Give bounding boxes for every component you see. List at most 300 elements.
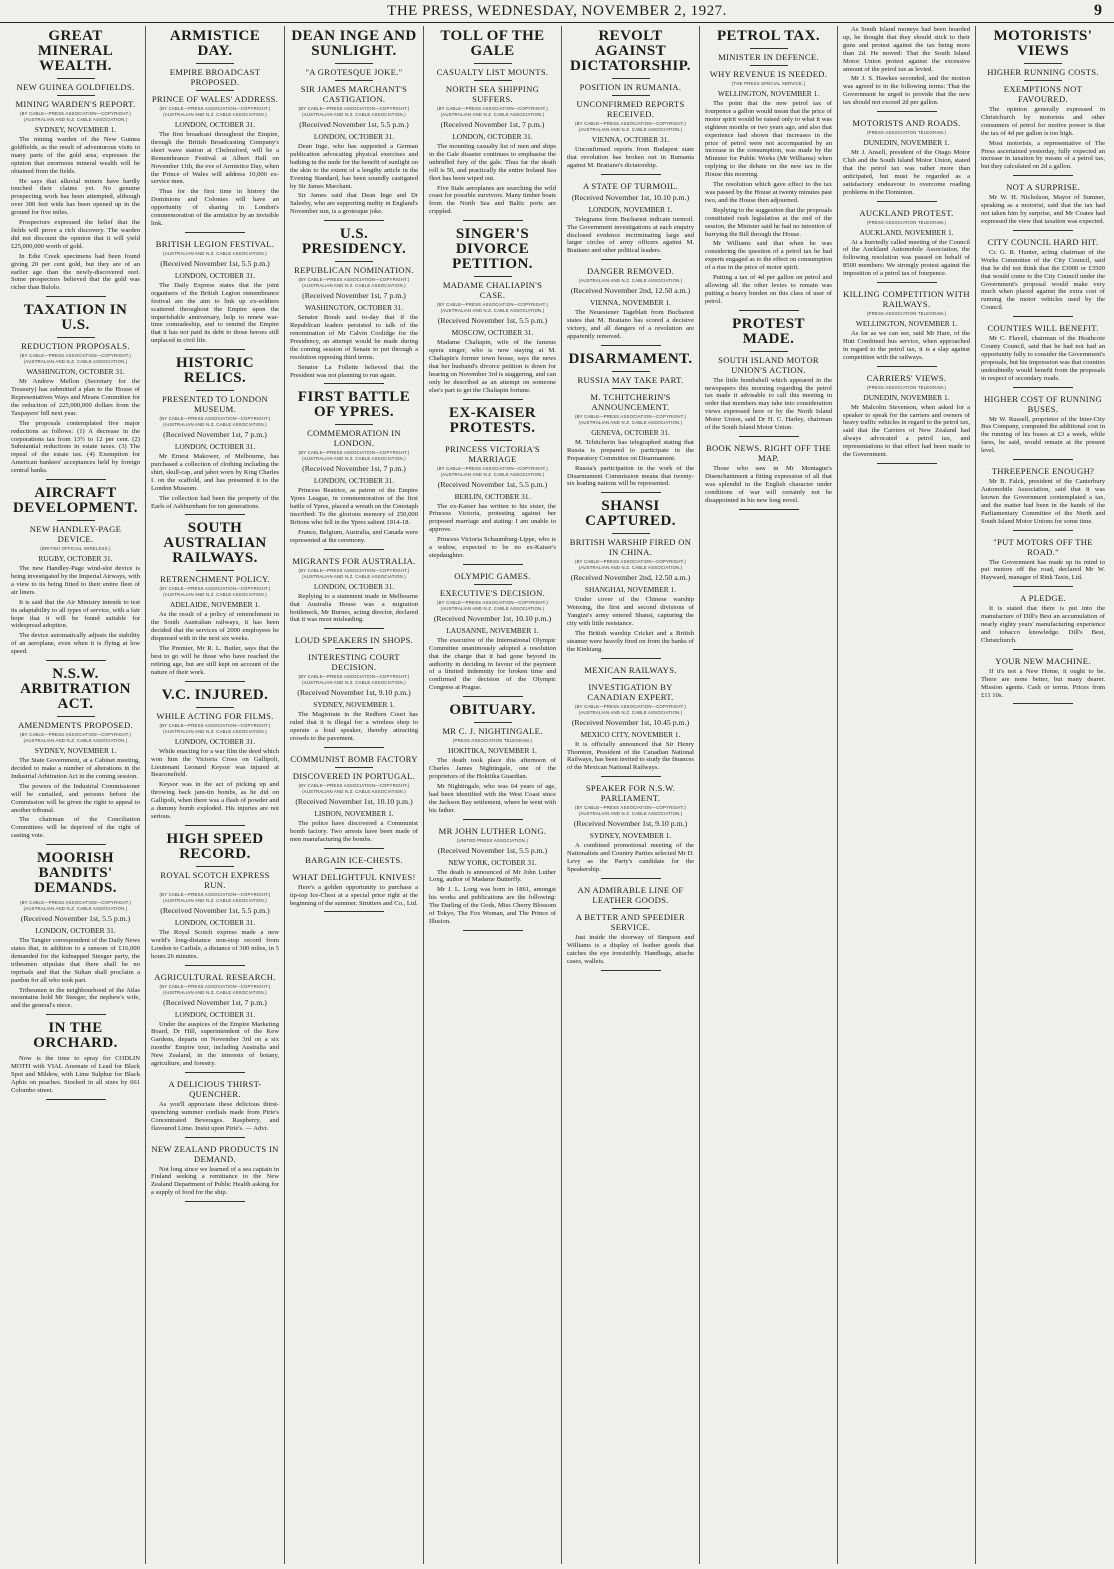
end-rule: [185, 1137, 245, 1138]
article-paragraph: The first broadcast throughout the Empire, through the British Broadcasting Company's short wave station at Chelmsford, will be a Remembrance Festival at Albert Hall on November 11th, the eve of Armistice Day, when the Prince of Wales will address 10,000 ex-service men.: [151, 131, 279, 186]
article-subhead: COMMEMORATION IN LONDON.: [307, 428, 401, 449]
article-paragraph: The police have discovered a Communist bomb factory. Two arrests have been made of men manufacturing the bombs.: [290, 820, 418, 843]
article: [981, 182, 1105, 231]
end-rule: [1013, 586, 1073, 587]
article-headline: SHANSI CAPTURED.: [585, 498, 676, 530]
end-rule: [463, 819, 523, 820]
end-rule: [185, 965, 245, 966]
article-subhead: AMENDMENTS PROPOSED.: [18, 720, 133, 731]
article: [11, 667, 140, 845]
end-rule: [877, 201, 937, 202]
end-rule: [877, 366, 937, 367]
end-rule: [877, 111, 937, 112]
end-rule: [46, 1014, 106, 1015]
article: [429, 571, 556, 697]
divider-rule: [335, 868, 373, 869]
end-rule: [46, 479, 106, 480]
article-paragraph: Mr Ernest Makower, of Melbourne, has purchased a collection of clothing including the shirt, skull-cap, and jabot worn by King Charles I. on the scaffold, and has presented it to the London Museum.: [151, 453, 279, 492]
end-rule: [324, 848, 384, 849]
received-time: (Received November 1st, 7 p.m.): [302, 464, 406, 474]
article: [290, 390, 418, 549]
received-time: (Received November 1st, 10.10 p.m.): [571, 192, 690, 202]
wire-credit: (BY CABLE—PRESS ASSOCIATION—COPYRIGHT.) (AUSTRALIAN AND N.Z. CABLE ASSOCIATION.): [298, 567, 410, 579]
article-subhead: MEXICAN RAILWAYS.: [584, 664, 677, 675]
article-paragraph: Most motorists, a representative of The Press ascertained yesterday, fully expected an increase in taxation by means of a petrol tax, but they calculated on 2d a gallon.: [981, 139, 1105, 171]
article: [290, 754, 418, 849]
article: [429, 406, 556, 565]
wire-credit: (BY CABLE—PRESS ASSOCIATION—COPYRIGHT.) (AUSTRALIAN AND N.Z. CABLE ASSOCIATION.): [574, 121, 687, 132]
article-paragraph: Mr W. H. Nicholson, Mayor of Sumner, speaking as a motorist, said that the tax had not taken him by surprise, and Mr Coates had expressed the view that taxation was expected.: [981, 194, 1105, 225]
article-paragraph: It is said that the Air Ministry intends to test its adaptability to all types of service, with a fair hope that it will be found suitable for widespread adoption.: [11, 598, 140, 630]
wire-credit: (BY CABLE—PRESS ASSOCIATION—COPYRIGHT.) (AUSTRALIAN AND N.Z. CABLE ASSOCIATION.): [298, 450, 410, 462]
article: [705, 443, 832, 510]
article-paragraph: Senator La Follette believed that the President was not planning to run again.: [290, 363, 418, 379]
article-headline: SINGER'S DIVORCE PETITION.: [452, 226, 533, 273]
article-headline: AIRCRAFT DEVELOPMENT.: [13, 485, 138, 517]
article-paragraph: As far as we can see, said Mr Hare, of the Hutt Combined bus service, when approached in regard to the petrol tax, it is a slap against competition with the railways.: [843, 330, 970, 361]
end-rule: [601, 345, 661, 346]
wire-credit: (BY CABLE—PRESS ASSOCIATION—COPYRIGHT.) (AUSTRALIAN AND N.Z. CABLE ASSOCIATION.): [298, 783, 410, 794]
dateline: MOSCOW, OCTOBER 31.: [451, 328, 534, 338]
article-paragraph: While enacting for a war film the deed which won him the Victoria Cross on Gallipoli, Lieutenant Leonard Keysor was injured at Beaconsfield.: [151, 747, 279, 779]
divider-rule: [335, 261, 373, 262]
article-subhead: REDUCTION PROPOSALS.: [21, 341, 130, 352]
received-time: (Received November 1st, 7 p.m.): [163, 430, 267, 440]
divider-rule: [474, 80, 512, 81]
article-subhead: LOUD SPEAKERS IN SHOPS.: [294, 635, 414, 646]
article-subhead: NEW ZEALAND PRODUCTS IN DEMAND.: [151, 1143, 279, 1164]
article-paragraph: Mr C. Flavell, chairman of the Heathcote County Council, said that he had not had an opportunity fully to consider the Government's proposals, but his impression was that counties undoubtedly would benefit from the proposals in respect of secondary roads.: [981, 335, 1105, 382]
end-rule: [1013, 530, 1073, 531]
article-paragraph: The Premier, Mr R. L. Butler, says that the best to go will be those who have reached the retiring age, but are still kept on account of the nature of their work.: [151, 645, 279, 676]
dateline: LONDON, OCTOBER 31.: [174, 917, 256, 927]
wire-credit: (BY CABLE—PRESS ASSOCIATION—COPYRIGHT.) (AUSTRALIAN AND N.Z. CABLE ASSOCIATION.): [19, 353, 132, 365]
dateline: BERLIN, OCTOBER 31.: [454, 491, 531, 501]
received-time: (Received November 1st, 7 p.m.): [302, 291, 406, 301]
end-rule: [739, 310, 799, 311]
divider-rule: [612, 78, 650, 79]
wire-credit: (PRESS ASSOCIATION TELEGRAM.): [866, 130, 947, 136]
article: [11, 486, 140, 661]
divider-rule: [474, 722, 512, 723]
article: [981, 394, 1105, 461]
article-paragraph: The British warship Cricket and a British steamer were heavily fired on from the banks of the Kinkiang.: [567, 629, 694, 653]
article: [705, 29, 832, 311]
dateline: LONDON, OCTOBER 31.: [313, 581, 395, 591]
article: [705, 317, 832, 437]
wire-credit: (BY CABLE—PRESS ASSOCIATION—COPYRIGHT.) (AUSTRALIAN AND N.Z. CABLE ASSOCIATION.): [436, 106, 549, 117]
article-subhead: CARRIERS' VIEWS.: [866, 372, 947, 383]
divider-rule: [57, 337, 95, 338]
article: [290, 635, 418, 748]
article: [429, 29, 556, 221]
received-time: (Received November 1st, 7 p.m.): [440, 120, 545, 129]
article-paragraph: Senator Borah said to-day that if the Republican leaders persisted to talk of the renomination of Mr Calvin Coolidge for the Presidency, an attempt would be made during the coming session of Senate to put through a resolution opposing third terms.: [290, 314, 418, 361]
article-subhead: HIGHER RUNNING COSTS.: [987, 67, 1099, 77]
article-subhead: OLYMPIC GAMES.: [454, 570, 531, 581]
article-paragraph: Mr Andrew Mellon (Secretary for the Treasury) has submitted a plan to the House of Representatives Ways and Means Committee for the reduction of 225,000,000 dollars from the Taxpayers' bill next year.: [11, 378, 140, 417]
divider-rule: [750, 65, 788, 66]
end-rule: [324, 628, 384, 629]
end-rule: [739, 509, 799, 510]
article-headline: MOORISH BANDITS' DEMANDS.: [34, 850, 117, 897]
article: [843, 289, 970, 367]
received-time: (Received November 1st, 10.45 p.m.): [571, 717, 690, 727]
article-subhead: NOT A SURPRISE.: [1006, 182, 1080, 193]
article: [290, 29, 418, 221]
article-subhead: EXECUTIVE'S DECISION.: [439, 587, 546, 598]
wire-credit: (BY CABLE—PRESS ASSOCIATION—COPYRIGHT.) (AUSTRALIAN AND N.Z. CABLE ASSOCIATION.): [574, 559, 687, 571]
divider-rule: [1024, 80, 1062, 81]
wire-credit: (PRESS ASSOCIATION TELEGRAM.): [866, 219, 947, 225]
article-paragraph: Just inside the doorway of Simpson and Williams is a display of leather goods that catches the eye irresistibly. Handbags, attache cases, wallets.: [567, 933, 694, 965]
article-paragraph: Russia's participation in the work of the Disarmament Commission means that twenty-six leading nations will be represented.: [567, 464, 694, 488]
received-time: (Received November 1st, 5.5 p.m.): [20, 914, 131, 924]
article: [151, 688, 279, 826]
article-subhead: CITY COUNCIL HARD HIT.: [987, 236, 1099, 247]
article-headline: TOLL OF THE GALE: [440, 28, 545, 59]
article-paragraph: The executive of the International Olympic Committee unanimously adopted a resolution that the charge that it had gone beyond its authority in deciding in favour of the payment of a limited indemnity for broken time and confirmed the decision of the Olympic Congress at Prague.: [429, 636, 556, 692]
article-headline: IN THE ORCHARD.: [33, 1020, 118, 1052]
wire-credit: (BY CABLE—PRESS ASSOCIATION—COPYRIGHT.) (AUSTRALIAN AND N.Z. CABLE ASSOCIATION.): [298, 106, 410, 117]
article: [843, 118, 970, 201]
article-paragraph: Replying to a statement made in Melbourne that Australia House was a migration bottleneck, Mr Burnes, acting director, declared that it was most misleading.: [290, 592, 418, 624]
article-subhead: PRINCE OF WALES' ADDRESS.: [151, 94, 279, 104]
wire-credit: (BY CABLE—PRESS ASSOCIATION—COPYRIGHT.) (AUSTRALIAN AND N.Z. CABLE ASSOCIATION.): [574, 805, 687, 817]
article-paragraph: If it's not a New Home, it ought to be. There are none better, but many dearer. Mission agents. Cash or terms. Prices from £11 10s.: [981, 667, 1105, 699]
article-paragraph: The mining warden of the New Guinea goldfields, as the result of adventurous visits to many parts of the gold area, expresses the opinion that enormous mineral wealth will be obtained from the fields.: [11, 136, 140, 175]
article-paragraph: The Daily Express states that the joint organisers of the British Legion remembrance festival are the aim to link up ex-soldiers scattered throughout the Empire upon the imperishable anniversary, help to renew war-time comradeship, and to remind the Empire that it has not paid its debt to those heroes still unplaced in civil life.: [151, 281, 279, 345]
wire-credit: (BY CABLE—PRESS ASSOCIATION—COPYRIGHT.) (AUSTRALIAN AND N.Z. CABLE ASSOCIATION.): [159, 891, 271, 903]
wire-credit: (BY CABLE—PRESS ASSOCIATION—COPYRIGHT.) (AUSTRALIAN AND N.Z. CABLE ASSOCIATION.): [436, 599, 549, 611]
article-paragraph: Mr J. L. Long was born in 1861, amongst his works and publications are the following: The Darling of the Gods, Miss Cherry Blossom of Tokyo, The Fox Woman, and The Prince of Illusion.: [429, 886, 556, 925]
received-time: (Received November 1st, 9.10 p.m.): [297, 688, 411, 698]
article-subhead: UNCONFIRMED REPORTS RECEIVED.: [576, 99, 685, 119]
end-rule: [185, 1201, 245, 1202]
article: [567, 266, 694, 346]
column-3: [284, 26, 423, 1564]
article-headline: HISTORIC RELICS.: [176, 355, 254, 387]
article: [429, 703, 556, 819]
article-subhead: M. TCHITCHERIN'S ANNOUNCEMENT.: [590, 391, 671, 412]
article-subhead: AN ADMIRABLE LINE OF LEATHER GOODS.: [577, 884, 684, 905]
article: [981, 466, 1105, 530]
dateline: RUGBY, OCTOBER 31.: [38, 554, 113, 564]
article-paragraph: As South Island moneys had been hoarded up, he thought that they should stick to their guns and protest against the tax being more than 2d. He moved: That the South Island Motor Union protest against the excessive amount of the petrol tax as levied.: [843, 26, 970, 73]
masthead: [0, 0, 1114, 23]
end-rule: [46, 844, 106, 845]
article-paragraph: The device automatically adjusts the stability of an aeroplane, even when it is flying at low speed.: [11, 632, 140, 656]
article-headline: GREAT MINERAL WEALTH.: [37, 28, 114, 74]
article-paragraph: Five Stale aeroplanes are searching the wild coast for possible survivors. Many timber boats from the North Sea and Baltic ports are crippled.: [429, 184, 556, 216]
column-5: [561, 26, 699, 1564]
wire-credit: (BY CABLE—PRESS ASSOCIATION—COPYRIGHT.) (AUSTRALIAN AND N.Z. CABLE ASSOCIATION.): [19, 732, 132, 744]
divider-rule: [57, 78, 95, 79]
end-rule: [324, 747, 384, 748]
article-subhead: A PLEDGE.: [1020, 593, 1066, 604]
article: [843, 373, 970, 464]
article-paragraph: The proposals contemplated five major reductions as follows: (1) A decrease in the corporations tax from 13½ to 12 per cent. (2) Substantial reductions in estate taxes. (3) The repeal of the estate tax. (4) Exemption for American bankers' acceptances held by foreign central banks.: [11, 419, 140, 475]
divider-rule: [335, 63, 373, 64]
received-time: (Received November 1st, 5.5 p.m.): [299, 120, 409, 129]
dateline: SYDNEY, NOVEMBER 1.: [34, 125, 117, 134]
divider-rule: [196, 90, 234, 91]
article: [151, 521, 279, 681]
wire-credit: (BY CABLE—PRESS ASSOCIATION—COPYRIGHT.) (AUSTRALIAN AND N.Z. CABLE ASSOCIATION.): [298, 277, 410, 289]
wire-credit: (BY CABLE—PRESS ASSOCIATION—COPYRIGHT.) (AUSTRALIAN AND N.Z. CABLE ASSOCIATION.): [159, 586, 271, 598]
end-rule: [1013, 230, 1073, 231]
article-subhead: NEW HANDLEY-PAGE DEVICE.: [29, 524, 122, 545]
article-paragraph: Prospectors expressed the belief that the fields will prove a rich discovery. The warden did not discount the opinion that it will yield £25,000,000 worth of gold.: [11, 219, 140, 250]
dateline: MEXICO CITY, NOVEMBER 1.: [580, 729, 681, 739]
divider-rule: [57, 520, 95, 521]
article: [290, 227, 418, 384]
article-subhead: MINISTER IN DEFENCE.: [718, 52, 819, 62]
columns-container: [6, 26, 1110, 1564]
dateline: VIENNA, OCTOBER 31.: [591, 135, 670, 144]
wire-credit: (PRESS ASSOCIATION TELEGRAM.): [866, 384, 947, 390]
column-7: [837, 26, 975, 1564]
end-rule: [185, 232, 245, 233]
article: [843, 208, 970, 284]
divider-rule: [196, 390, 234, 391]
column-1: [6, 26, 145, 1564]
article-paragraph: Princess Beatrice, as patron of the Empire Ypres League, in commemoration of the first battle of Ypres, placed a wreath on the Cenotaph inscribed: To the glorious memory of 250,000 Britons who fell in the Ypres salient 1914-18.: [290, 487, 418, 527]
article-paragraph: Mr Williams said that when he was considering the question of a petrol tax he had experts engaged as to the effect on consumption of a rise in the price of motor spirit.: [705, 240, 832, 272]
article-subhead: THREEPENCE ENOUGH?: [991, 466, 1095, 477]
article-paragraph: The new Handley-Page wind-slot device is being investigated by the Imperial Airways, with a view to its being fitted to their entire fleet of air liners.: [11, 565, 140, 596]
article-paragraph: In Edie Creek specimens had been found giving 20 per cent gold, but they are of an earlier age than the newly-discovered reef. Some prospectors believed that the gold was richer than Bulolo.: [11, 252, 140, 292]
article: [151, 29, 279, 233]
end-rule: [463, 696, 523, 697]
dateline: SYDNEY, NOVEMBER 1.: [313, 700, 395, 710]
end-rule: [601, 878, 661, 879]
article-headline: OBITUARY.: [449, 702, 536, 719]
end-rule: [185, 1072, 245, 1073]
dateline: LAUSANNE, NOVEMBER 1.: [446, 625, 539, 635]
dateline: LONDON, OCTOBER 31.: [313, 132, 395, 141]
end-rule: [463, 399, 523, 400]
dateline: NEW YORK, OCTOBER 31.: [448, 857, 537, 867]
dateline: VIENNA, NOVEMBER 1.: [590, 298, 671, 308]
wire-credit: (BY CABLE—PRESS ASSOCIATION—COPYRIGHT.) (AUSTRALIAN AND N.Z. CABLE ASSOCIATION.): [19, 111, 132, 122]
divider-rule: [474, 584, 512, 585]
end-rule: [601, 259, 661, 260]
received-time: (Received November 1st, 5.5 p.m.): [437, 479, 548, 489]
dateline: LONDON, OCTOBER 31.: [174, 120, 256, 129]
article-paragraph: As the result of a policy of retrenchment in the South Australian railways, it has been decided that the services of 2000 employees be dispensed with in the next six weeks.: [151, 611, 279, 643]
article-headline: ARMISTICE DAY.: [169, 28, 261, 59]
wire-credit: (BY CABLE—PRESS ASSOCIATION—COPYRIGHT.) (AUSTRALIAN AND N.Z. CABLE ASSOCIATION.): [574, 413, 687, 425]
article: [151, 1079, 279, 1138]
article: [567, 783, 694, 879]
dateline: GENEVA, OCTOBER 31.: [591, 427, 670, 437]
end-rule: [46, 296, 106, 297]
dateline: LONDON, OCTOBER 31.: [313, 476, 395, 486]
dateline: SYDNEY, NOVEMBER 1.: [589, 831, 672, 841]
article-subhead: INTERESTING COURT DECISION.: [308, 652, 400, 673]
article-subhead: AGRICULTURAL RESEARCH.: [154, 971, 276, 982]
article: [151, 832, 279, 966]
end-rule: [739, 436, 799, 437]
article-subhead: BRITISH WARSHIP FIRED ON IN CHINA.: [569, 537, 692, 558]
end-rule: [185, 681, 245, 682]
article-paragraph: Not long since we learned of a sea captain in Finland seeking a remittance to the New Zealand Department of Public Health asking for a supply of food for the ship.: [151, 1165, 279, 1197]
article-paragraph: France, Belgium, Australia, and Canada were represented at the ceremony.: [290, 528, 418, 544]
article: [429, 227, 556, 399]
article-paragraph: Keysor was in the act of picking up and throwing back jam-tin bombs, as he did on Gallipoli, when there was a flash of powder and a dummy bomb exploded. His injuries are not serious.: [151, 781, 279, 820]
received-time: (Received November 2nd, 12.50 a.m.): [570, 286, 691, 296]
received-time: (Received November 1st, 10.10 p.m.): [295, 797, 413, 806]
article-paragraph: He says that alluvial miners have hardly touched their claims yet. No genuine prospecting work has been attempted, although over 300 feet wide has been opened up in the ground for five miles.: [11, 177, 140, 217]
article: [843, 26, 970, 112]
article-paragraph: Mr B. Falck, president of the Canterbury Automobile Association, said that it was known the Government contemplated a tax, and the matter had been in the hands of the Parliamentary Committee of the North and South Island Motor Unions for some time.: [981, 478, 1105, 525]
dateline: WELLINGTON, NOVEMBER 1.: [717, 89, 820, 98]
end-rule: [601, 492, 661, 493]
article: [151, 356, 279, 515]
end-rule: [185, 514, 245, 515]
received-time: (Received November 1st, 7 p.m.): [163, 997, 267, 1007]
article: [981, 593, 1105, 650]
article: [151, 1144, 279, 1203]
article-headline: DEAN INGE AND SUNLIGHT.: [291, 28, 417, 59]
article-paragraph: Dean Inge, who has supported a German publication advocating physical exercises and bathing in the nude for the benefit of sunlight on the skin to the extent of a lengthy article in the Evening Standard, has been soundly castigated by Sir James Marchant.: [290, 143, 419, 190]
end-rule: [1013, 649, 1073, 650]
article-paragraph: The little bombshell which appeared in the newspapers this morning regarding the petrol tax made it advisable to call this meeting in order that members may take into consideration views expressed here or by the North Island Motor Union, said Dr H. C. Harley, chairman of the South Island Motor Union.: [705, 376, 832, 432]
dateline: LISBON, NOVEMBER 1.: [314, 809, 394, 818]
article-subhead: MADAME CHALIAPIN'S CASE.: [442, 280, 543, 301]
article-headline: FIRST BATTLE OF YPRES.: [297, 389, 411, 421]
divider-rule: [612, 533, 650, 534]
article-paragraph: The death is announced of Mr John Luther Long, author of Madame Butterfly.: [429, 868, 556, 884]
dateline: WELLINGTON, NOVEMBER 1.: [855, 319, 958, 329]
article-subhead: AUCKLAND PROTEST.: [859, 207, 954, 218]
article-paragraph: The Magistrate in the Redfern Court has ruled that it is illegal for a wireless shop to operate a loud speaker, thereby attracting crowds to the pavement.: [290, 711, 418, 743]
end-rule: [1013, 175, 1073, 176]
end-rule: [601, 658, 661, 659]
article-subhead: BRITISH LEGION FESTIVAL.: [155, 238, 275, 249]
end-rule: [324, 911, 384, 912]
article: [567, 29, 694, 175]
article-paragraph: Telegrams from Bucharest indicate turmoil. The Government investigations at each enquiry disclosed evidence incriminating large and larger circles of army officers against M. Bratiano and other political leaders.: [567, 215, 694, 255]
article-paragraph: The Neuesiener Tageblatt from Bucharest states that M. Bratiano has scored a decisive victory, and all dangers of a revolution are apparently removed.: [567, 309, 694, 340]
divider-rule: [196, 570, 234, 571]
divider-rule: [335, 80, 373, 81]
article-paragraph: The Royal Scotch express made a new world's long-distance non-stop record from London to Carlisle, a distance of 300 miles, in 5 hours 26 minutes.: [151, 928, 279, 960]
divider-rule: [750, 48, 788, 49]
wire-credit: (BY CABLE—PRESS ASSOCIATION—COPYRIGHT.) (AUSTRALIAN AND N.Z. CABLE ASSOCIATION.): [298, 674, 410, 686]
article-paragraph: A combined promotional meeting of the Nationalists and Country Parties selected Mr D. Levy as the Party's candidate for the Speakership.: [567, 842, 694, 873]
article-subhead: MR C. J. NIGHTINGALE.: [442, 726, 543, 737]
article: [290, 556, 418, 630]
article-paragraph: The collection had been the property of the Earls of Ashburnham for ten generations.: [151, 494, 279, 510]
article-paragraph: Now is the time to spray for CODLIN MOTH with VIAL Arsenate of Lead for Black Spot and Mildew, with Lime Sulphur for Black Aphis on peaches. Stocked in all sizes by 661 Colombo street.: [11, 1055, 140, 1094]
divider-rule: [196, 866, 234, 867]
article-headline: MOTORISTS' VIEWS: [993, 28, 1093, 59]
article-subhead: HIGHER COST OF RUNNING BUSES.: [984, 393, 1102, 414]
end-rule: [1013, 316, 1073, 317]
wire-credit: (BY CABLE—PRESS ASSOCIATION—COPYRIGHT.) (AUSTRALIAN AND N.Z. CABLE ASSOCIATION.): [159, 106, 271, 117]
dateline: LONDON, OCTOBER 31.: [174, 1009, 256, 1019]
wire-credit: (BY CABLE—PRESS ASSOCIATION—COPYRIGHT.) (AUSTRALIAN AND N.Z. CABLE ASSOCIATION.): [159, 416, 271, 428]
article-subhead: KILLING COMPETITION WITH RAILWAYS.: [843, 289, 970, 310]
dateline: DUNEDIN, NOVEMBER 1.: [863, 138, 950, 148]
article-paragraph: The death took place this afternoon of Charles James Nightingale, one of the proprietors of the Hokitika Guardian.: [429, 757, 556, 780]
article-subhead: WHAT DELIGHTFUL KNIVES!: [292, 871, 416, 882]
article-headline: EX-KAISER PROTESTS.: [449, 404, 536, 436]
article-paragraph: The ex-Kaiser has written to his sister, the Princess Victoria, protesting against her proposed marriage and stating: I am unable to approve.: [429, 502, 556, 534]
article: [429, 826, 556, 931]
article: [290, 855, 418, 913]
article-paragraph: The State Government, at a Cabinet meeting, decided to make a number of alterations in the Industrial Arbitration Act in the coming session.: [11, 757, 140, 780]
article: [11, 1021, 140, 1100]
wire-credit: (PRESS ASSOCIATION TELEGRAM.): [866, 311, 947, 317]
received-time: (Received November 1st, 5.5 p.m.): [160, 905, 270, 915]
article-paragraph: The powers of the Industrial Commissioner will be curtailed, and persons before the Commission will be given the right to appeal to another tribunal.: [11, 782, 140, 814]
article-paragraph: Replying to the suggestion that the proposals constituted rush legislation at the end of the session, the Minister said he had no intention of hurrying the Bill through the House.: [705, 206, 832, 238]
article-subhead: A DELICIOUS THIRST-QUENCHER.: [168, 1078, 262, 1099]
divider-rule: [612, 908, 650, 909]
received-time: (Received November 2nd, 12.50 a.m.): [570, 573, 691, 583]
article-subhead: MIGRANTS FOR AUSTRALIA.: [292, 555, 416, 566]
article-subhead: NORTH SEA SHIPPING SUFFERS.: [445, 84, 540, 104]
article-subhead: WHILE ACTING FOR FILMS.: [156, 710, 274, 721]
end-rule: [601, 970, 661, 971]
article-paragraph: The mounting casualty list of men and ships in the Gale disaster continues to emphasise the unbridled fury of the gale. Thus far the death roll is 50, and practically the entire Ireland Sea fleet has been wiped out.: [429, 143, 556, 182]
article: [981, 323, 1105, 387]
wire-credit: (BY CABLE—PRESS ASSOCIATION—COPYRIGHT.) (AUSTRALIAN AND N.Z. CABLE ASSOCIATION.): [159, 983, 271, 995]
page-number: 9: [1094, 2, 1102, 19]
article: [11, 851, 140, 1015]
article-headline: PETROL TAX.: [716, 28, 821, 44]
column-6: [699, 26, 837, 1564]
end-rule: [1013, 459, 1073, 460]
received-time: (Received November 1st, 10.10 p.m.): [433, 613, 552, 623]
article-paragraph: The resolution which gave effect to the tax was passed by the House at twenty minutes past two, and the House then adjourned.: [705, 181, 832, 204]
article-headline: N.S.W. ARBITRATION ACT.: [20, 666, 131, 713]
article-subhead: EXEMPTIONS NOT FAVOURED.: [1003, 84, 1083, 104]
wire-credit: (BY CABLE—PRESS ASSOCIATION—COPYRIGHT.) (AUSTRALIAN AND N.Z. CABLE ASSOCIATION.): [436, 465, 549, 477]
article-headline: TAXATION IN U.S.: [23, 302, 128, 334]
article-paragraph: It is stated that there is put into the manufacture of Dill's Best an accumulation of nearly eighty years' manufacturing experience and tobacco knowledge. Dill's Best, Christchurch.: [981, 605, 1105, 644]
divider-rule: [335, 767, 373, 768]
article-paragraph: The opinion generally expressed in Christchurch by motorists and other consumers of petrol for motive power is that the tax of 4d per gallon is too high.: [981, 106, 1105, 137]
article: [981, 656, 1105, 705]
article-headline: PROTEST MADE.: [732, 315, 805, 347]
article-paragraph: The chairman of the Conciliation Committees will be deprived of the right of casting vote.: [11, 816, 140, 840]
dateline: AUCKLAND, NOVEMBER 1.: [859, 227, 954, 237]
article-paragraph: Mr W. Russell, proprietor of the Inter-City Bus Company, computed the additional cost in the running of his buses at £3 a week, while fares, he said, would remain at the present level.: [981, 415, 1105, 455]
wire-credit: (BY CABLE—PRESS ASSOCIATION—COPYRIGHT.) (AUSTRALIAN AND N.Z. CABLE ASSOCIATION.): [574, 703, 687, 715]
end-rule: [601, 776, 661, 777]
article-subhead: RUSSIA MAY TAKE PART.: [577, 374, 684, 385]
article: [981, 29, 1105, 176]
article-paragraph: Princess Victoria Schaumburg-Lippe, who is a widow, expected to be no ex-Kaiser's stepdaughter.: [429, 536, 556, 559]
article-subhead: A STATE OF TURMOIL.: [582, 180, 679, 191]
divider-rule: [57, 95, 95, 96]
article-subhead: SOUTH ISLAND MOTOR UNION'S ACTION.: [718, 354, 819, 375]
end-rule: [185, 825, 245, 826]
article-subhead: MINING WARDEN'S REPORT.: [15, 99, 136, 109]
dateline: LONDON, OCTOBER 31.: [174, 442, 256, 452]
article-subhead: INVESTIGATION BY CANADIAN EXPERT.: [587, 681, 674, 702]
divider-rule: [474, 63, 512, 64]
article-subhead: SIR JAMES MARCHANT'S CASTIGATION.: [300, 84, 408, 104]
article-subhead: "A GROTESQUE JOKE.": [305, 67, 403, 77]
article: [567, 499, 694, 658]
received-time: (Received November 1st, 5.5 p.m.): [437, 316, 548, 326]
received-time: (Received November 1st, 5.5 p.m.): [160, 258, 270, 268]
